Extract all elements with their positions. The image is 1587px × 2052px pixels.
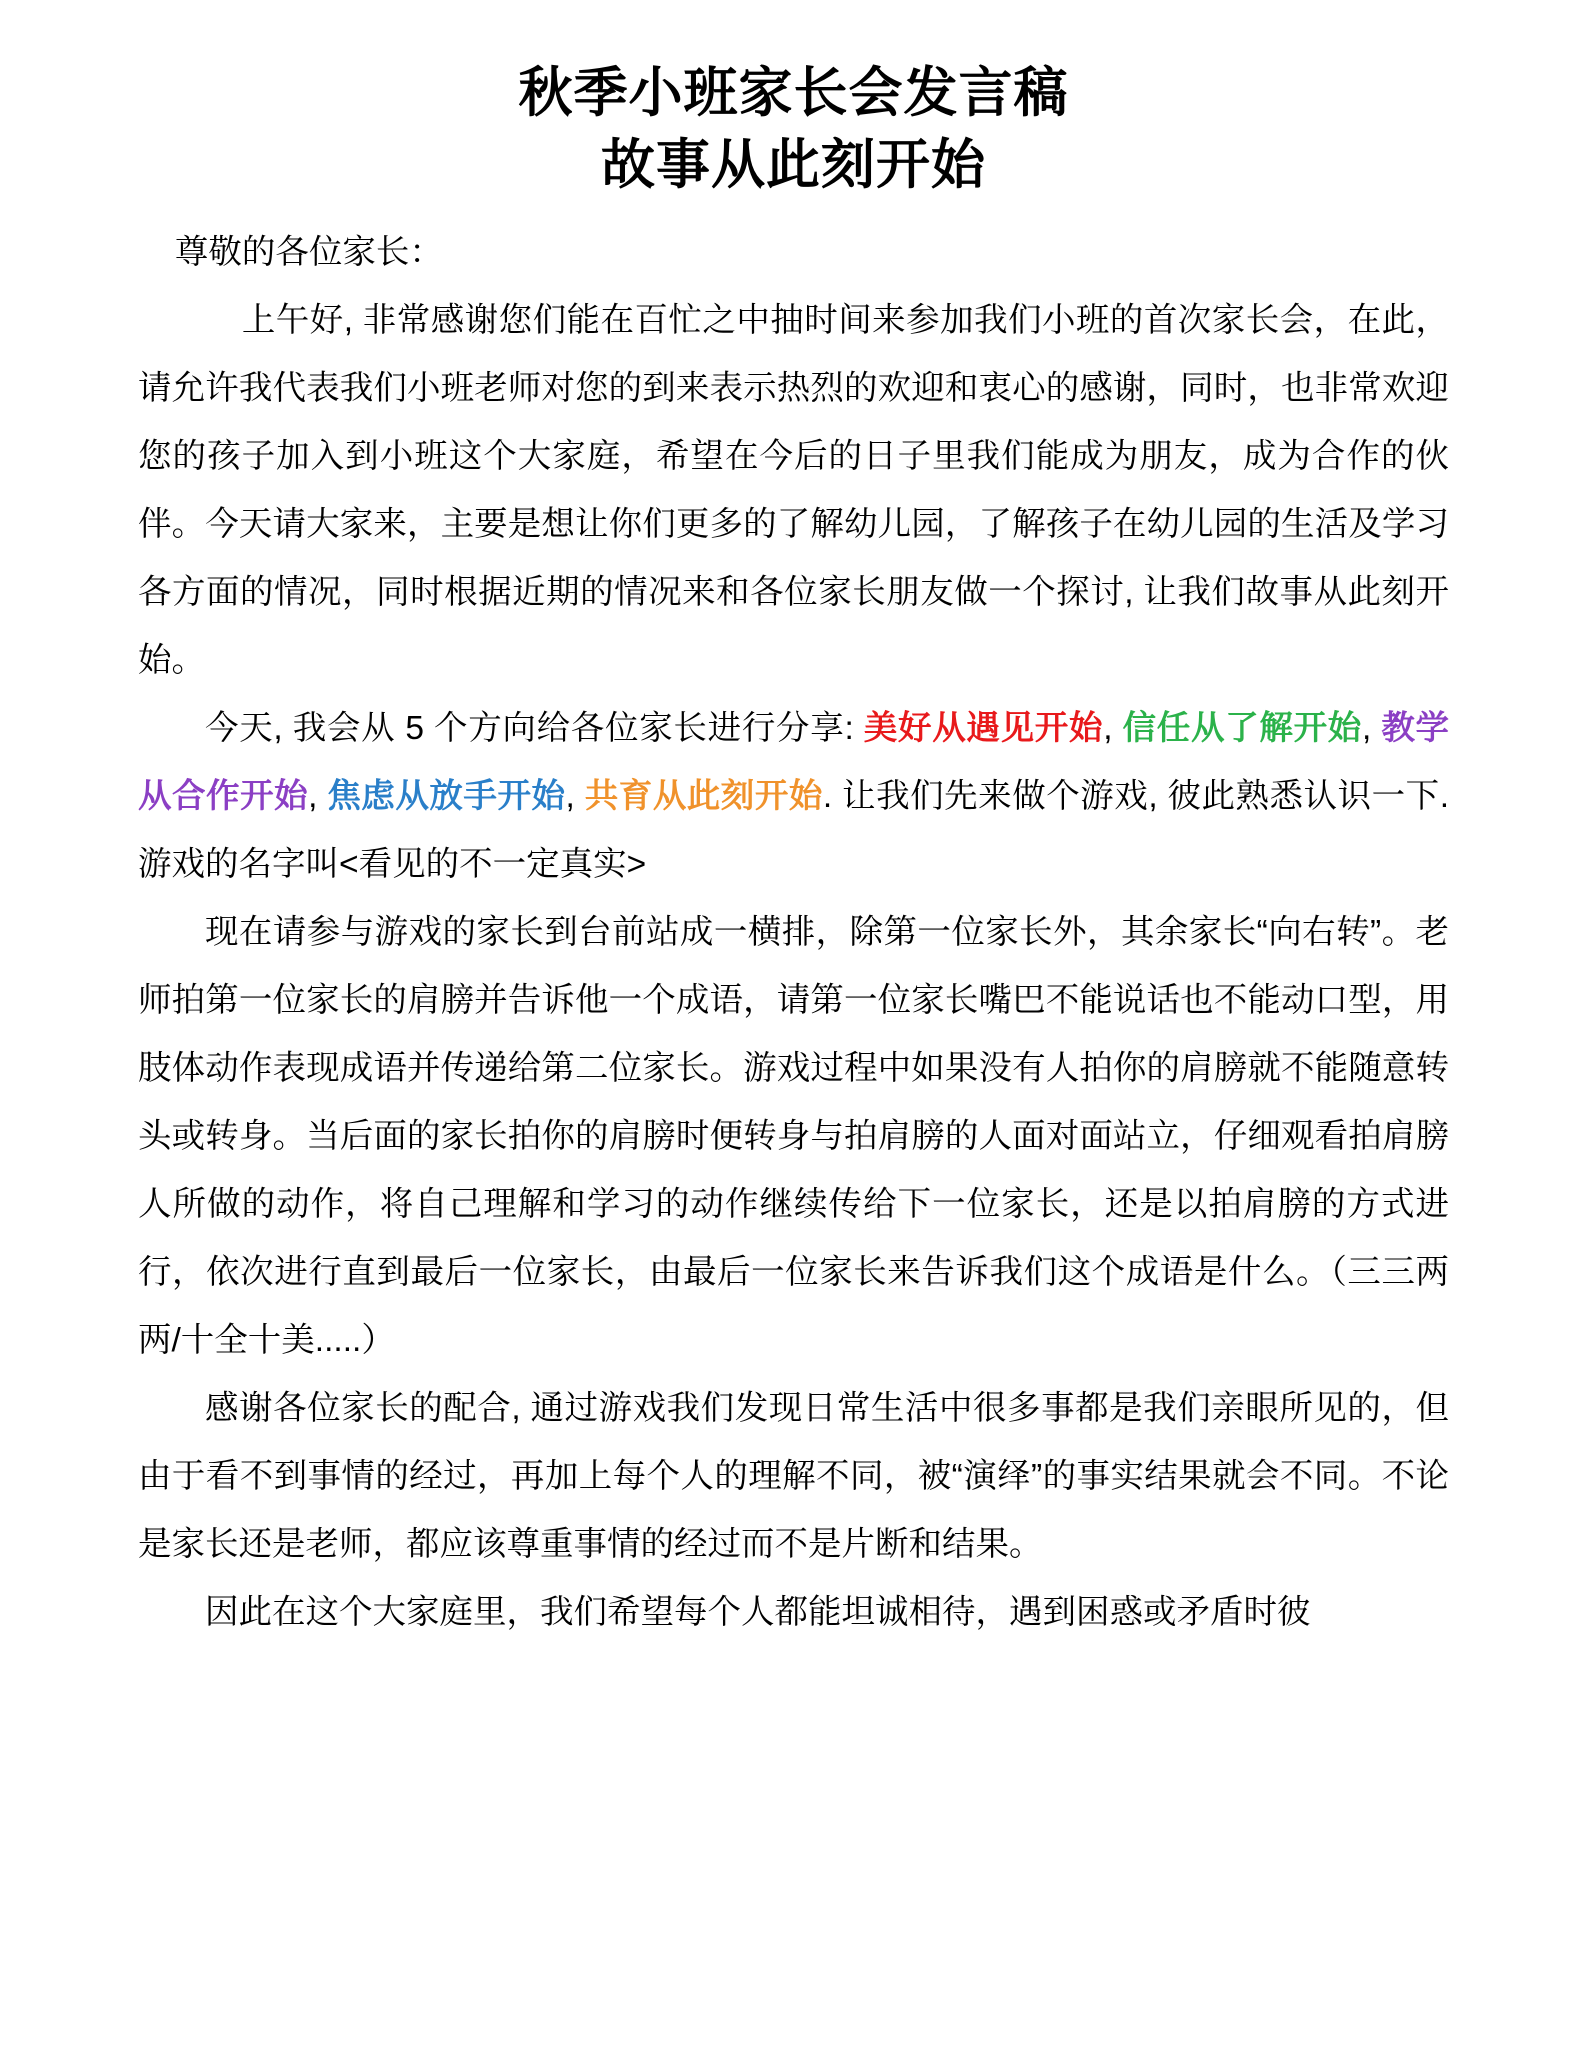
separator-4: , xyxy=(565,778,585,816)
direction-item-4: 焦虑从放手开始 xyxy=(327,778,566,816)
document-body xyxy=(0,197,1587,1647)
separator-3: , xyxy=(308,778,328,816)
five-directions-tail: . 让我们先来做个游戏, 彼此熟悉认识一下. 游戏的名字叫<看见的不一定真实> xyxy=(138,778,1450,884)
direction-item-3: 教学从合作开始 xyxy=(138,710,1450,816)
paragraph-five-directions xyxy=(138,695,1449,899)
separator-2: , xyxy=(1361,710,1382,748)
paragraph-greeting: 上午好, 非常感谢您们能在百忙之中抽时间来参加我们小班的首次家长会，在此，请允许我代表我们小班老师对您的到来表示热烈的欢迎和衷心的感谢，同时，也非常欢迎您的孩子加入到小班这个大家庭，希望在今后的日子里我们能成为朋友，成为合作的伙伴。今天请大家来，主要是想让你们更多的了解幼儿园，了解孩子在幼儿园的生活及学习各方面的情况，同时根据近期的情况来和各位家长朋友做一个探讨, 让我们故事从此刻开始。 xyxy=(138,302,1449,680)
five-directions-lead: 今天, 我会从 5 个方向给各位家长进行分享: xyxy=(205,710,864,748)
direction-item-1: 美好从遇见开始 xyxy=(863,710,1104,748)
direction-item-2: 信任从了解开始 xyxy=(1122,710,1362,748)
direction-item-5: 共育从此刻开始 xyxy=(584,778,823,816)
salutation: 尊敬的各位家长： xyxy=(174,234,443,272)
paragraph-game-rules: 现在请参与游戏的家长到台前站成一横排，除第一位家长外，其余家长“向右转”。老师拍第一位家长的肩膀并告诉他一个成语，请第一位家长嘴巴不能说话也不能动口型，用肢体动作表现成语并传递给第二位家长。游戏过程中如果没有人拍你的肩膀就不能随意转头或转身。当后面的家长拍你的肩膀时便转身与拍肩膀的人面对面站立，仔细观看拍肩膀人所做的动作，将自己理解和学习的动作继续传给下一位家长，还是以拍肩膀的方式进行，依次进行直到最后一位家长，由最后一位家长来告诉我们这个成语是什么。（三三两两/十全十美.....） xyxy=(138,914,1449,1360)
title-block xyxy=(0,0,1587,197)
paragraph-family-closing: 因此在这个大家庭里，我们希望每个人都能坦诚相待，遇到困惑或矛盾时彼 xyxy=(205,1594,1311,1632)
paragraph-game-reflection: 感谢各位家长的配合, 通过游戏我们发现日常生活中很多事都是我们亲眼所见的，但由于看不到事情的经过，再加上每个人的理解不同，被“演绎”的事实结果就会不同。不论是家长还是老师，都应该尊重事情的经过而不是片断和结果。 xyxy=(138,1390,1449,1564)
page-subtitle: 故事从此刻开始 xyxy=(601,134,986,195)
separator-1: , xyxy=(1103,710,1123,748)
page-title: 秋季小班家长会发言稿 xyxy=(518,63,1069,123)
